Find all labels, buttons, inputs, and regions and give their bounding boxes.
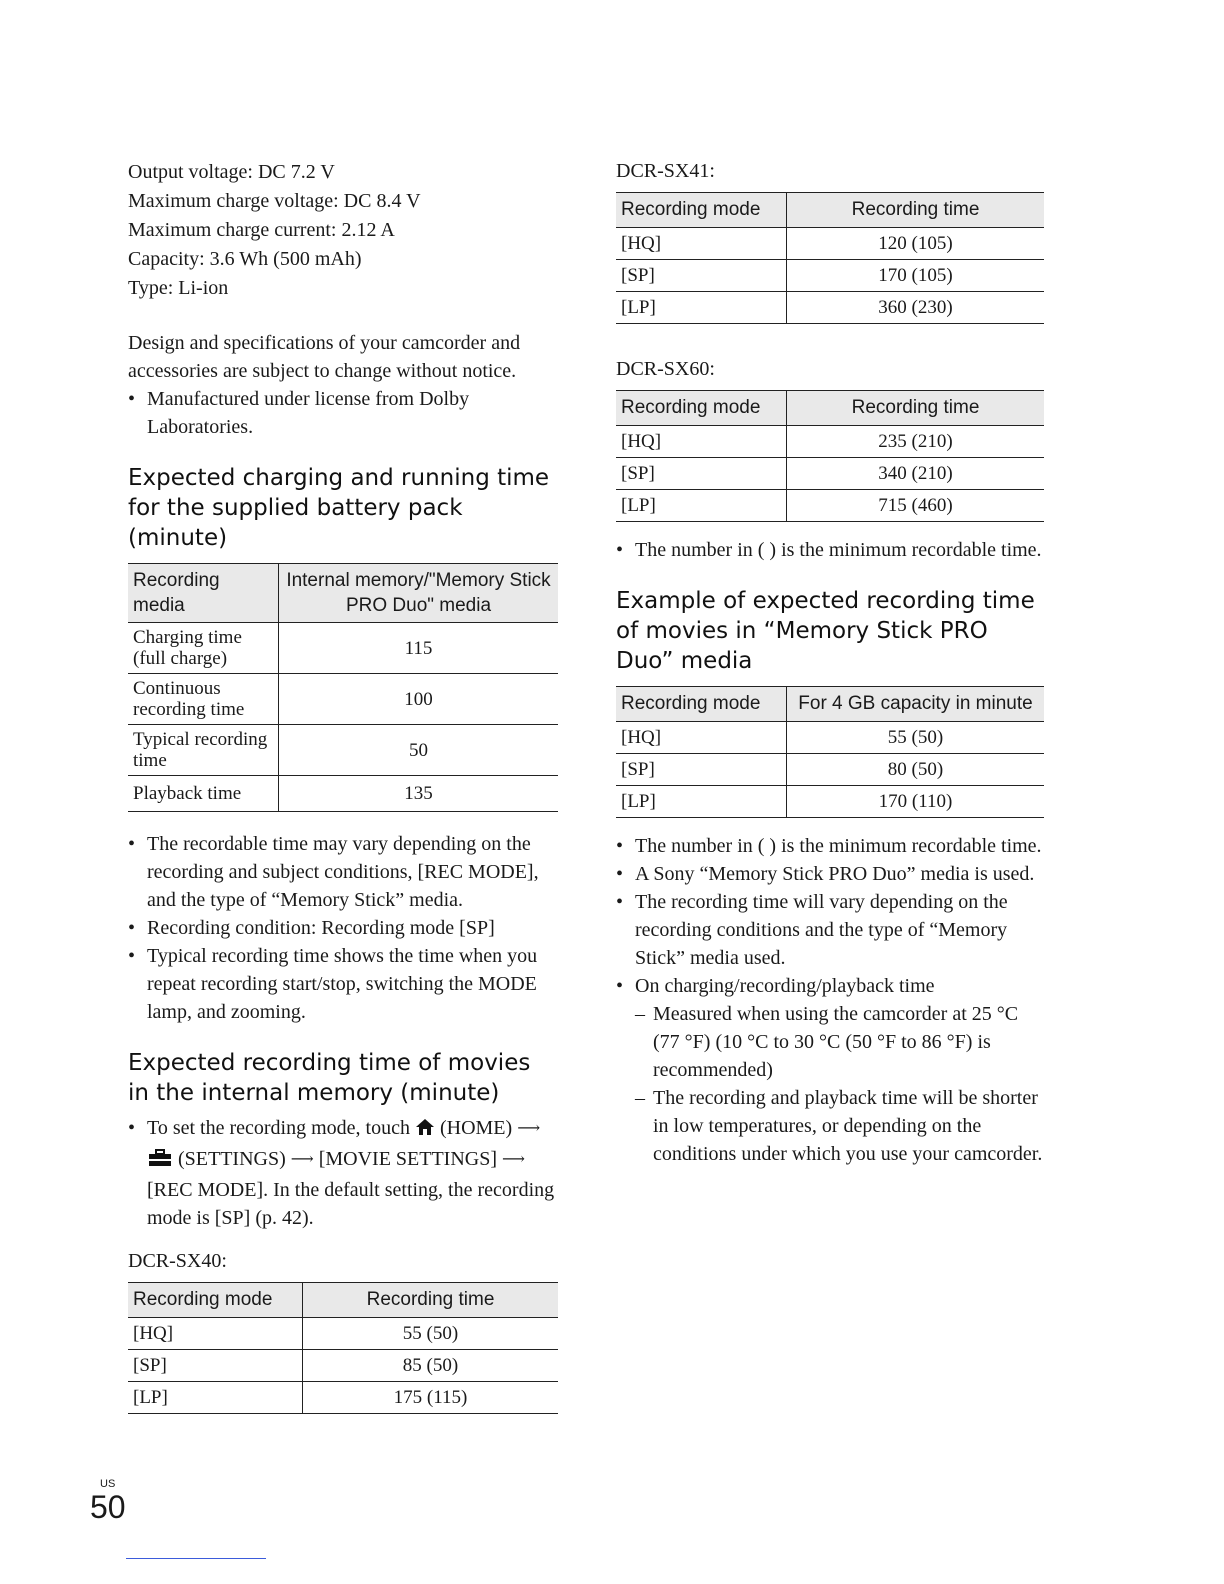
column-header: Recording time <box>303 1283 559 1318</box>
instruction-text: [REC MODE]. In the default setting, the recording mode is [SP] (p. 42). <box>147 1179 555 1229</box>
table-row <box>616 260 1044 292</box>
dolby-note-list <box>128 385 558 441</box>
mode-cell: [HQ] <box>616 228 787 260</box>
note-item: • The number in ( ) is the minimum recordable time. <box>616 832 1044 860</box>
right-column <box>616 158 1044 1168</box>
column-header: Recording mode <box>128 1283 303 1318</box>
time-cell: 340 (210) <box>787 458 1045 490</box>
table-header-row <box>128 564 558 623</box>
table-header-row <box>616 193 1044 228</box>
spec-line: Maximum charge voltage: DC 8.4 V <box>128 190 421 212</box>
arrow-right-icon: ⟶ <box>290 1151 314 1168</box>
sub-note-item: – The recording and playback time will be shorter in low temperatures, or depending on the conditions under which you use your camcorder. <box>635 1084 1044 1168</box>
mode-cell: [LP] <box>616 490 787 522</box>
row-value: 135 <box>279 776 559 812</box>
internal-memory-notes <box>616 536 1044 564</box>
settings-label: (SETTINGS) <box>178 1148 286 1170</box>
row-label: Typical recording time <box>128 725 279 776</box>
table-row <box>616 458 1044 490</box>
time-cell: 170 (110) <box>787 786 1045 818</box>
mode-cell: [HQ] <box>616 722 787 754</box>
region-code: US <box>100 1478 116 1490</box>
home-icon <box>415 1117 435 1145</box>
table-row <box>128 1350 558 1382</box>
note-text: On charging/recording/playback time <box>635 975 935 997</box>
table-row <box>128 1382 558 1414</box>
spec-line: Type: Li-ion <box>128 277 229 299</box>
time-cell: 55 (50) <box>787 722 1045 754</box>
time-cell: 235 (210) <box>787 426 1045 458</box>
footer-rule <box>126 1558 266 1559</box>
column-header: Recording mode <box>616 391 787 426</box>
mode-cell: [SP] <box>128 1350 303 1382</box>
time-cell: 715 (460) <box>787 490 1045 522</box>
dolby-note: • Manufactured under license from Dolby Laboratories. <box>128 385 558 441</box>
mode-cell: [SP] <box>616 754 787 786</box>
row-value: 100 <box>279 674 559 725</box>
battery-spec-list <box>128 158 558 303</box>
note-item: • The recordable time may vary depending on the recording and subject conditions, [REC MODE], and the type of “Memory Stick” media. <box>128 830 558 914</box>
time-cell: 360 (230) <box>787 292 1045 324</box>
table-row <box>616 426 1044 458</box>
instruction-list <box>128 1114 558 1232</box>
mode-cell: [LP] <box>616 786 787 818</box>
memory-stick-recording-table <box>616 686 1044 818</box>
table-row <box>616 292 1044 324</box>
sx40-recording-table <box>128 1282 558 1414</box>
row-label: Playback time <box>128 776 279 812</box>
table-row <box>128 776 558 812</box>
table-header-row <box>616 687 1044 722</box>
note-item: • The recording time will vary depending on the recording conditions and the type of “Memory Stick” media used. <box>616 888 1044 972</box>
note-item <box>616 972 1044 1168</box>
time-cell: 55 (50) <box>303 1318 559 1350</box>
table-row <box>128 725 558 776</box>
model-label-sx60: DCR-SX60: <box>616 358 715 380</box>
note-item: • Typical recording time shows the time when you repeat recording start/stop, switching the MODE lamp, and zooming. <box>128 942 558 1026</box>
table-row <box>128 623 558 674</box>
arrow-right-icon: ⟶ <box>502 1151 525 1168</box>
page-number-block <box>90 1478 126 1524</box>
row-label: Charging time (full charge) <box>128 623 279 674</box>
table-row <box>128 674 558 725</box>
time-cell: 80 (50) <box>787 754 1045 786</box>
mode-cell: [HQ] <box>616 426 787 458</box>
model-label-sx40: DCR-SX40: <box>128 1250 227 1272</box>
mode-cell: [LP] <box>616 292 787 324</box>
design-note: Design and specifications of your camcorder and accessories are subject to change without notice. <box>128 332 521 382</box>
instruction-text: To set the recording mode, touch <box>147 1117 410 1139</box>
column-header: Recording media <box>128 564 279 623</box>
note-item: • A Sony “Memory Stick PRO Duo” media is used. <box>616 860 1044 888</box>
movie-settings-label: [MOVIE SETTINGS] <box>318 1148 498 1170</box>
home-label: (HOME) <box>439 1117 513 1139</box>
table-header-row <box>128 1283 558 1318</box>
battery-notes-list <box>128 830 558 1026</box>
page-number: 50 <box>90 1489 126 1525</box>
column-header: Recording mode <box>616 193 787 228</box>
note-item: • The number in ( ) is the minimum recordable time. <box>616 536 1044 564</box>
time-cell: 170 (105) <box>787 260 1045 292</box>
table-row <box>128 1318 558 1350</box>
spec-line: Output voltage: DC 7.2 V <box>128 161 335 183</box>
column-header: For 4 GB capacity in minute <box>787 687 1045 722</box>
spec-line: Capacity: 3.6 Wh (500 mAh) <box>128 248 362 270</box>
model-label-sx41: DCR-SX41: <box>616 160 715 182</box>
memory-stick-notes <box>616 832 1044 1168</box>
section-title-battery: Expected charging and running time for the supplied battery pack (minute) <box>128 465 550 551</box>
column-header: Recording time <box>787 193 1045 228</box>
table-row <box>616 754 1044 786</box>
toolbox-icon <box>147 1148 173 1176</box>
row-value: 50 <box>279 725 559 776</box>
sub-note-list <box>635 1000 1044 1168</box>
table-row <box>616 722 1044 754</box>
sub-note-item: – Measured when using the camcorder at 25 °C (77 °F) (10 °C to 30 °C (50 °F to 86 °F) is recommended) <box>635 1000 1044 1084</box>
row-label: Continuous recording time <box>128 674 279 725</box>
mode-cell: [SP] <box>616 260 787 292</box>
time-cell: 175 (115) <box>303 1382 559 1414</box>
section-title-memory-stick: Example of expected recording time of movies in “Memory Stick PRO Duo” media <box>616 588 1035 674</box>
battery-time-table <box>128 563 558 812</box>
time-cell: 120 (105) <box>787 228 1045 260</box>
time-cell: 85 (50) <box>303 1350 559 1382</box>
left-column <box>128 158 558 1414</box>
table-row <box>616 490 1044 522</box>
column-header: Internal memory/"Memory Stick PRO Duo" media <box>279 564 559 623</box>
mode-cell: [LP] <box>128 1382 303 1414</box>
mode-cell: [HQ] <box>128 1318 303 1350</box>
arrow-right-icon: ⟶ <box>517 1120 541 1137</box>
column-header: Recording mode <box>616 687 787 722</box>
table-row <box>616 228 1044 260</box>
mode-cell: [SP] <box>616 458 787 490</box>
spec-line: Maximum charge current: 2.12 A <box>128 219 395 241</box>
sx41-recording-table <box>616 192 1044 324</box>
table-row <box>616 786 1044 818</box>
table-header-row <box>616 391 1044 426</box>
instruction-item <box>128 1114 558 1232</box>
column-header: Recording time <box>787 391 1045 426</box>
row-value: 115 <box>279 623 559 674</box>
note-item: • Recording condition: Recording mode [SP] <box>128 914 558 942</box>
sx60-recording-table <box>616 390 1044 522</box>
section-title-internal-memory: Expected recording time of movies in the internal memory (minute) <box>128 1050 531 1106</box>
